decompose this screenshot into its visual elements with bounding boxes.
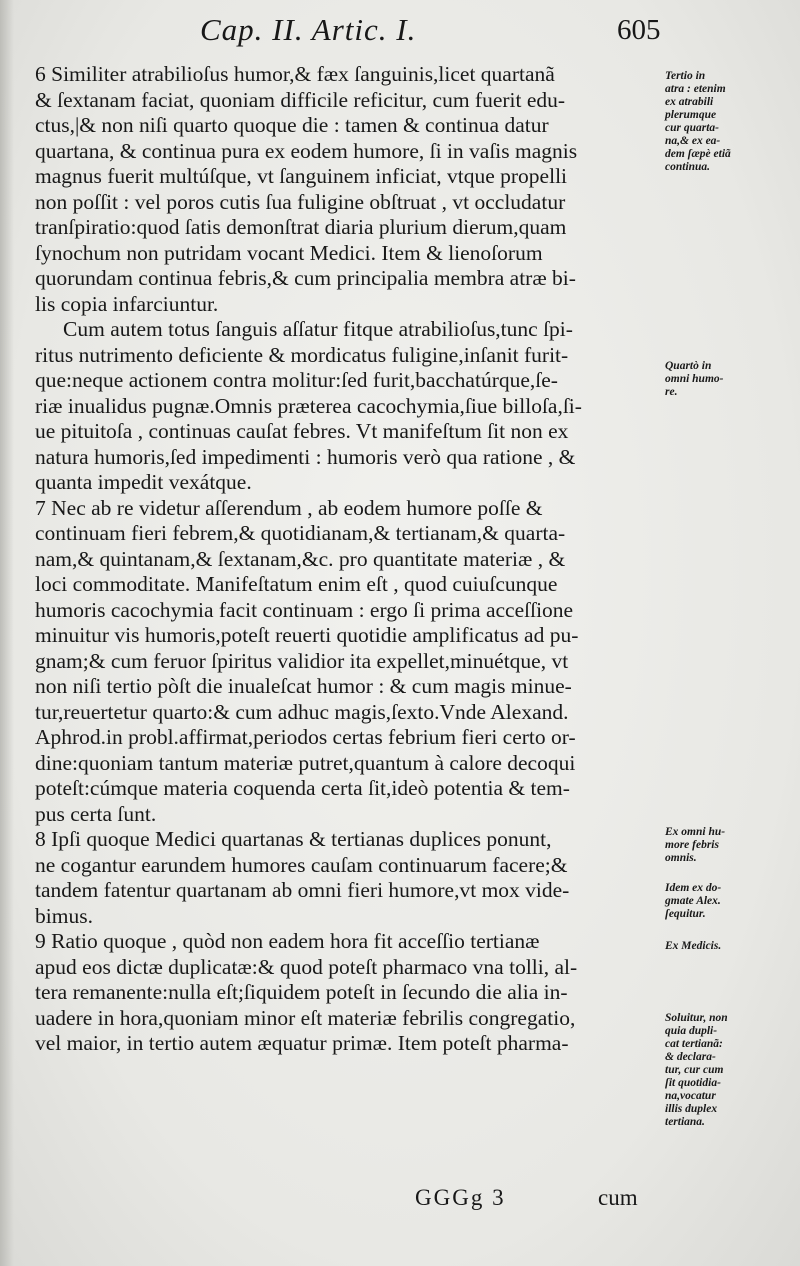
text-line: 6 Similiter atrabilioſus humor,& fæx ſanguinis,licet quartanã (35, 62, 555, 86)
text-line: dine:quoniam tantum materiæ putret,quantum à calore decoqui (35, 750, 576, 775)
text-line: loci commoditate. Manifeſtatum enim eſt , quod cuiuſcunque (35, 572, 558, 596)
margin-note-line: Tertio in (665, 70, 706, 82)
text-line: tur,reuertetur quarto:& cum adhuc magis,ſexto.Vnde Alexand. (35, 699, 569, 724)
text-line: uadere in hora,quoniam minor eſt materiæ febrilis congregatio, (35, 1005, 576, 1030)
text-line: humoris cacochymia facit continuam : ergo ſi prima acceſſione (35, 597, 574, 622)
page-header (0, 10, 800, 50)
margin-note-line: quia dupli- (665, 1025, 718, 1037)
text-line: Aphrod.in probl.affirmat,periodos certas febrium fieri certo or- (35, 725, 576, 749)
margin-note-line: na,vocatur (665, 1090, 716, 1102)
margin-note-line: dem ſæpè etiã (665, 148, 731, 160)
text-line: vel maior, in tertio autem æquatur primæ. Item poteſt pharma- (35, 1031, 569, 1055)
margin-note-line: more febris (665, 839, 719, 851)
margin-note-line: atra : etenim (665, 83, 726, 95)
text-line: & ſextanam faciat, quoniam difficile reficitur, cum fuerit edu- (35, 87, 566, 112)
text-line: tranſpiratio:quod ſatis demonſtrat diaria plurium dierum,quam (35, 215, 567, 239)
margin-note-line: re. (665, 386, 678, 398)
text-line: non niſi tertio pòſt die inualeſcat humor : & cum magis minue- (35, 674, 572, 698)
text-line: ſynochum non putridam vocant Medici. Item & lienoſorum (35, 240, 543, 265)
margin-note-line: cat tertianã: (665, 1038, 723, 1050)
margin-note-line: cur quarta- (665, 122, 719, 134)
text-line: tera remanente:nulla eſt;ſiquidem poteſt in ſecundo die alia in- (35, 980, 568, 1004)
text-line: continuam fieri febrem,& quotidianam,& tertianam,& quarta- (35, 521, 566, 545)
text-line: 8 Ipſi quoque Medici quartanas & tertianas duplices ponunt, (35, 827, 552, 851)
margin-note-line: continua. (665, 161, 711, 173)
margin-note (665, 360, 795, 399)
text-line: ctus,|& non niſi quarto quoque die : tamen & continua datur (35, 113, 549, 137)
text-line: natura humoris,ſed impedimenti : humoris verò qua ratione , & (35, 444, 576, 469)
catchword: cum (598, 1185, 638, 1210)
margin-note-line: Ex omni hu- (665, 826, 726, 838)
text-line: ne cogantur earundem humores cauſam continuarum facere;& (35, 852, 568, 877)
margin-note-line: tertiana. (665, 1116, 705, 1128)
page-footer (0, 1185, 800, 1225)
margin-note (665, 70, 795, 174)
text-line: 7 Nec ab re videtur aſſerendum , ab eodem humore poſſe & (35, 495, 543, 520)
text-line: pus certa ſunt. (35, 801, 157, 826)
margin-note-line: tur, cur cum (665, 1064, 724, 1076)
text-line: ritus nutrimento deficiente & mordicatus fuligine,inſanit furit- (35, 342, 569, 367)
margin-note-line: omni humo- (665, 373, 724, 385)
margin-note (665, 940, 795, 953)
margin-note-line: Soluitur, non (665, 1012, 728, 1024)
text-line: ue pituitoſa , continuas cauſat febres. Vt manifeſtum ſit non ex (35, 419, 569, 443)
margin-note-line: omnis. (665, 852, 697, 864)
margin-note-line: ſequitur. (665, 908, 706, 920)
text-line: quartana, & continua pura ex eodem humore, ſi in vaſis magnis (35, 138, 578, 163)
text-line: poteſt:cúmque materia coquenda certa ſit,ideò potentia & tem- (35, 776, 570, 800)
margin-note-line: illis duplex (665, 1103, 718, 1115)
text-line: lis copia infarciuntur. (35, 291, 219, 316)
text-line: gnam;& cum feruor ſpiritus validior ita expellet,minuétque, vt (35, 648, 569, 673)
text-line: tandem fatentur quartanam ab omni fieri humore,vt mox vide- (35, 878, 570, 902)
text-line: apud eos dictæ duplicatæ:& quod poteſt pharmaco vna tolli, al- (35, 954, 578, 979)
main-text-block (35, 62, 665, 1057)
text-line: quorundam continua febris,& cum principalia membra atræ bi- (35, 266, 576, 290)
margin-note-line: Idem ex do- (665, 882, 722, 894)
signature-mark: GGGg 3 (415, 1185, 506, 1210)
text-line: que:neque actionem contra molitur:ſed furit,bacchatúrque,ſe- (35, 368, 558, 392)
margin-note (665, 826, 795, 865)
text-line: non poſſit : vel poros cutis ſua fuligine obſtruat , vt occludatur (35, 189, 566, 214)
text-line: riæ inualidus pugnæ.Omnis præterea cacochymia,ſiue billoſa,ſi- (35, 393, 582, 418)
margin-note-line: Ex Medicis. (665, 940, 722, 952)
text-line: nam,& quintanam,& ſextanam,&c. pro quantitate materiæ , & (35, 546, 566, 571)
margin-note-line: ſit quotidia- (665, 1077, 721, 1089)
running-title: Cap. II. Artic. I. (200, 12, 417, 47)
margin-note-line: & declara- (665, 1051, 716, 1063)
text-line: quanta impedit vexátque. (35, 470, 252, 494)
text-line: minuitur vis humoris,poteſt reuerti quotidie amplificatus ad pu- (35, 623, 579, 647)
text-line: magnus fuerit multúſque, vt ſanguinem inficiat, vtque propelli (35, 164, 568, 188)
margin-note-line: gmate Alex. (665, 895, 721, 907)
margin-note-line: na,& ex ea- (665, 135, 721, 147)
page-number: 605 (617, 14, 661, 46)
page-gutter-shadow (0, 0, 14, 1266)
margin-note (665, 1012, 795, 1129)
margin-note-line: ex atrabili (665, 96, 714, 108)
text-line: bimus. (35, 903, 93, 928)
margin-note-line: plerumque (665, 109, 717, 121)
text-line: Cum autem totus ſanguis aſſatur fitque atrabilioſus,tunc ſpi- (63, 317, 573, 341)
text-line: 9 Ratio quoque , quòd non eadem hora fit acceſſio tertianæ (35, 929, 540, 953)
margin-note (665, 882, 795, 921)
margin-note-line: Quartò in (665, 360, 712, 372)
